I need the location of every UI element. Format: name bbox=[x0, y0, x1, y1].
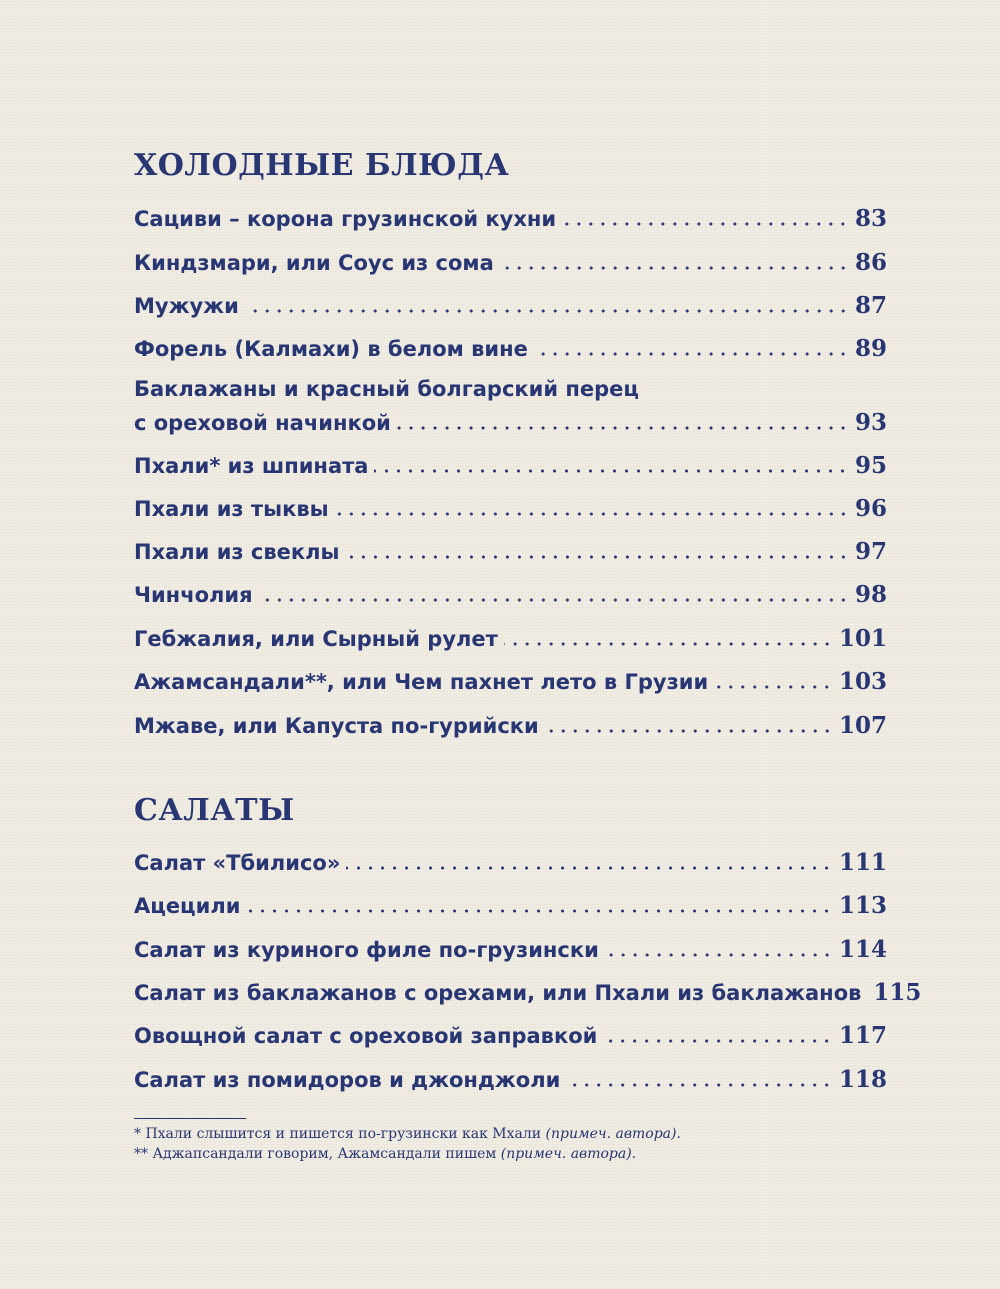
toc-entry[interactable] bbox=[134, 1023, 887, 1049]
toc-entry[interactable] bbox=[134, 850, 887, 876]
toc-entry[interactable] bbox=[134, 250, 887, 276]
dot-leader bbox=[566, 1083, 833, 1087]
entry-title: Пхали* из шпината bbox=[134, 454, 369, 478]
entry-title: с ореховой начинкой bbox=[134, 411, 391, 435]
footnote bbox=[134, 1146, 636, 1162]
entry-page: 95 bbox=[854, 452, 887, 479]
dot-leader bbox=[605, 953, 833, 957]
dot-leader bbox=[504, 642, 833, 646]
entry-page: 83 bbox=[854, 205, 887, 232]
dot-leader bbox=[346, 866, 833, 870]
entry-title: Мужужи bbox=[134, 294, 239, 318]
entry-title: Салат из баклажанов с орехами, или Пхали из баклажанов bbox=[134, 981, 862, 1005]
section-title-cold-dishes: ХОЛОДНЫЕ БЛЮДА bbox=[134, 148, 510, 183]
dot-leader bbox=[374, 469, 849, 473]
entry-title: Мжаве, или Капуста по-гурийски bbox=[134, 714, 539, 738]
entry-title: Киндзмари, или Соус из сома bbox=[134, 251, 494, 275]
dot-leader bbox=[259, 598, 849, 602]
entry-title: Пхали из тыквы bbox=[134, 497, 329, 521]
entry-page: 117 bbox=[838, 1022, 887, 1049]
toc-entry[interactable] bbox=[134, 937, 887, 963]
toc-entry[interactable] bbox=[134, 206, 887, 232]
entry-title: Пхали из свеклы bbox=[134, 540, 340, 564]
footnote-text: * Пхали слышится и пишется по-грузински как Мхали bbox=[134, 1126, 546, 1142]
section-title-salads: САЛАТЫ bbox=[134, 793, 295, 828]
entry-title: Салат из куриного филе по-грузински bbox=[134, 938, 599, 962]
toc-entry[interactable] bbox=[134, 1067, 887, 1093]
dot-leader bbox=[246, 909, 833, 913]
dot-leader bbox=[562, 222, 849, 226]
entry-title: Салат из помидоров и джонджоли bbox=[134, 1068, 561, 1092]
entry-page: 96 bbox=[854, 495, 887, 522]
toc-entry[interactable] bbox=[134, 713, 887, 739]
entry-page: 93 bbox=[854, 409, 887, 436]
entry-page: 115 bbox=[873, 979, 922, 1006]
footnote-note: (примеч. автора). bbox=[545, 1126, 681, 1142]
entry-title: Салат «Тбилисо» bbox=[134, 851, 341, 875]
toc-entry[interactable] bbox=[134, 539, 887, 565]
dot-leader bbox=[603, 1039, 833, 1043]
entry-page: 101 bbox=[838, 625, 887, 652]
footnote bbox=[134, 1126, 681, 1142]
entry-title: Ацецили bbox=[134, 894, 241, 918]
toc-entry[interactable] bbox=[134, 582, 887, 608]
entry-page: 114 bbox=[838, 936, 887, 963]
toc-entry[interactable] bbox=[134, 453, 887, 479]
entry-page: 107 bbox=[838, 712, 887, 739]
entry-title: Чинчолия bbox=[134, 583, 253, 607]
toc-entry[interactable] bbox=[134, 376, 887, 436]
toc-entry[interactable] bbox=[134, 669, 887, 695]
dot-leader bbox=[534, 352, 849, 356]
entry-page: 103 bbox=[838, 668, 887, 695]
entry-page: 89 bbox=[854, 335, 887, 362]
dot-leader bbox=[335, 512, 849, 516]
footnote-note: (примеч. автора). bbox=[500, 1146, 637, 1162]
entry-page: 111 bbox=[838, 849, 887, 876]
toc-entry[interactable] bbox=[134, 496, 887, 522]
entry-title: Форель (Калмахи) в белом вине bbox=[134, 337, 528, 361]
entry-page: 87 bbox=[854, 292, 887, 319]
entry-page: 97 bbox=[854, 538, 887, 565]
entry-title: Сациви – корона грузинской кухни bbox=[134, 207, 557, 231]
entry-page: 86 bbox=[854, 249, 887, 276]
dot-leader bbox=[245, 309, 849, 313]
footnote-text: ** Аджапсандали говорим, Ажамсандали пишем bbox=[134, 1146, 501, 1162]
toc-entry[interactable] bbox=[134, 336, 887, 362]
entry-title: Овощной салат с ореховой заправкой bbox=[134, 1024, 598, 1048]
dot-leader bbox=[500, 266, 849, 270]
dot-leader bbox=[714, 685, 833, 689]
footnote-rule bbox=[134, 1118, 246, 1119]
entry-page: 113 bbox=[838, 892, 887, 919]
dot-leader bbox=[545, 729, 833, 733]
toc-entry[interactable] bbox=[134, 293, 887, 319]
entry-title-line1: Баклажаны и красный болгарский перец bbox=[134, 377, 639, 401]
dot-leader bbox=[397, 426, 849, 430]
entry-page: 98 bbox=[854, 581, 887, 608]
toc-entry[interactable] bbox=[134, 626, 887, 652]
toc-entry[interactable] bbox=[134, 893, 887, 919]
toc-entry[interactable] bbox=[134, 979, 922, 1006]
dot-leader bbox=[346, 555, 849, 559]
entry-title: Ажамсандали**, или Чем пахнет лето в Грузии bbox=[134, 670, 709, 694]
entry-title: Гебжалия, или Сырный рулет bbox=[134, 627, 498, 651]
entry-page: 118 bbox=[838, 1066, 887, 1093]
